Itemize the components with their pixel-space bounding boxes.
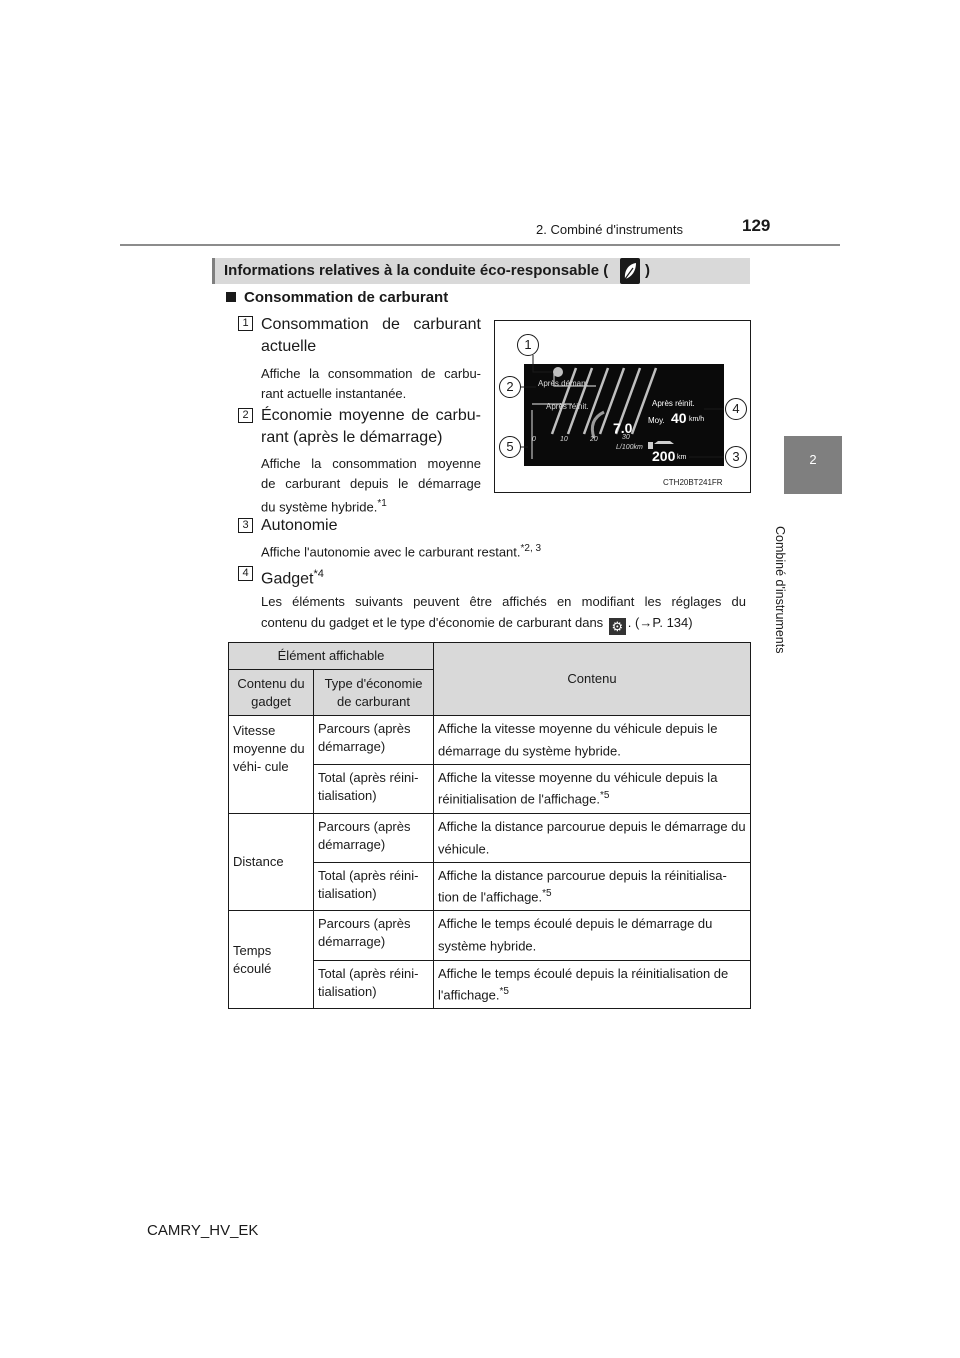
screen-label-apres-reinit-right: Après réinit. [652, 399, 695, 408]
footnote-ref: *1 [377, 498, 387, 509]
table-row [229, 813, 751, 862]
table-cell-type: Parcours (après démarrage) [314, 716, 434, 765]
scale-unit: L/100km [616, 444, 643, 451]
gear-icon: ⚙ [609, 618, 626, 635]
item-2-desc: Affiche la consommation moyenne [261, 456, 481, 471]
screen-label-apres-reinit-left: Après réinit. [546, 402, 589, 411]
item-2-title: Économie moyenne de carbu- [261, 407, 481, 424]
leaf-icon [620, 258, 640, 284]
table-cell-type: Parcours (après démarrage) [314, 813, 434, 862]
running-header-section: 2. Combiné d'instruments [536, 222, 683, 237]
table-group-label: Temps écoulé [229, 911, 314, 1009]
chapter-tab-number: 2 [809, 452, 817, 467]
table-cell-content: Affiche le temps écoulé depuis le démarrage du système hybride. [434, 911, 751, 960]
screen-range-value: 200 [652, 448, 676, 464]
item-2-desc-line3: du système hybride.$^{*1}$ [261, 498, 387, 515]
table-row [229, 716, 751, 765]
screen-label-apres-demarr: Après démarr. [538, 379, 589, 388]
screen-speed-unit: km/h [689, 416, 705, 423]
table-header-element: Élément affichable [229, 643, 434, 670]
topic-banner-close-paren: ) [645, 262, 650, 279]
screen-range-unit: km [677, 454, 687, 461]
table-cell-type: Total (après réini- tialisation) [314, 765, 434, 813]
table-row [229, 911, 751, 960]
item-4-title: Gadget$^{*4}$ [261, 568, 324, 588]
table-cell-type: Total (après réini- tialisation) [314, 862, 434, 910]
page-number: 129 [742, 216, 771, 235]
scale-tick-10: 10 [560, 436, 568, 443]
table-cell-content: Affiche la distance parcourue depuis la réinitialisa- tion de l'affichage.$^{*5}$ [434, 862, 751, 910]
scale-tick-20: 20 [590, 436, 598, 443]
item-1-title: Consommation de carburant [261, 316, 481, 333]
item-4-desc-line2: contenu du gadget et le type d'économie de carburant dans ⚙ . (→P. 134) [261, 615, 693, 634]
item-3-title: Autonomie [261, 517, 338, 534]
topic-banner-title: Informations relatives à la conduite éco-responsable ( [224, 262, 609, 279]
table-header-content: Contenu [434, 643, 751, 716]
scale-tick-30: 30 [622, 434, 630, 441]
gadget-content-table [228, 642, 751, 1009]
item-1-desc-line2: rant actuelle instantanée. [261, 386, 407, 401]
item-number-1: 1 [238, 316, 253, 331]
item-1-title-line2: actuelle [261, 338, 317, 355]
callout-2: 2 [499, 376, 521, 398]
callout-5: 5 [499, 436, 521, 458]
table-group-label: Vitesse moyenne du véhi- cule [229, 716, 314, 814]
screen-consumption-value: 7.0 [613, 420, 633, 436]
scale-tick-0: 0 [532, 436, 536, 443]
table-group-label: Distance [229, 813, 314, 911]
callout-1: 1 [517, 334, 539, 356]
footnote-ref: *4 [313, 568, 324, 580]
table-header-gadget: Contenu du gadget [229, 670, 314, 716]
screen-speed-value: 40 [671, 410, 687, 426]
table-cell-content: Affiche la vitesse moyenne du véhicule depuis le démarrage du système hybride. [434, 716, 751, 765]
table-cell-type: Parcours (après démarrage) [314, 911, 434, 960]
section-bullet [226, 292, 236, 302]
item-2-desc-line2: de carburant depuis le démarrage [261, 476, 481, 491]
callout-3: 3 [725, 446, 747, 468]
table-header-type: Type d'économie de carburant [314, 670, 434, 716]
item-1-desc: Affiche la consommation de carbu- [261, 366, 481, 381]
item-number-3: 3 [238, 518, 253, 533]
section-heading: Consommation de carburant [244, 289, 449, 306]
item-3-desc: Affiche l'autonomie avec le carburant restant.$^{*2, 3}$ [261, 543, 542, 560]
item-4-desc: Les éléments suivants peuvent être affichés en modifiant les réglages du [261, 594, 746, 609]
footnote-ref: *2, 3 [520, 543, 542, 554]
chapter-tab-label: Combiné d'instruments [773, 526, 787, 654]
header-rule [120, 244, 840, 246]
table-cell-content: Affiche le temps écoulé depuis la réinitialisation de l'affichage.$^{*5}$ [434, 960, 751, 1008]
illustration-caption: CTH20BT241FR [663, 478, 723, 487]
table-cell-content: Affiche la vitesse moyenne du véhicule depuis la réinitialisation de l'affichage.$^{*5}$ [434, 765, 751, 813]
item-number-4: 4 [238, 566, 253, 581]
screen-label-moy: Moy. [648, 416, 665, 425]
item-number-2: 2 [238, 408, 253, 423]
table-cell-content: Affiche la distance parcourue depuis le démarrage du véhicule. [434, 813, 751, 862]
item-2-title-line2: rant (après le démarrage) [261, 429, 443, 446]
callout-4: 4 [725, 398, 747, 420]
table-cell-type: Total (après réini- tialisation) [314, 960, 434, 1008]
footer-model-code: CAMRY_HV_EK [147, 1222, 259, 1239]
